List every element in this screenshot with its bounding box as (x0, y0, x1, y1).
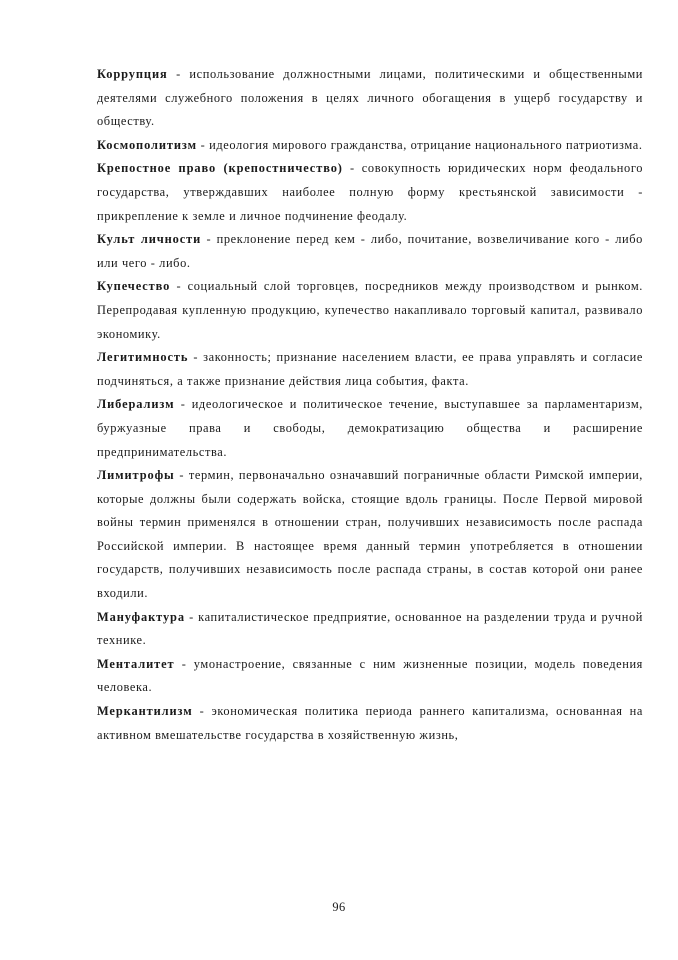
definition: - использование должностными лицами, политическими и общественными деятелями служебного положения в целях личного обогащения в ущерб государству и обществу. (97, 67, 643, 129)
definition: - экономическая политика периода раннего капитализма, основанная на активном вмешательстве государства в хозяйственную жизнь, (97, 704, 643, 742)
definition: - термин, первоначально означавший пограничные области Римской империи, которые должны были содержать войска, стоящие вдоль границы. После Первой мировой войны термин применялся в отношении стран, получивших независимость после распада Российской империи. В настоящее время данный термин употребляется в отношении государств, получивших независимость после распада страны, в состав которой они ранее входили. (97, 468, 643, 601)
term: Коррупция (97, 67, 168, 81)
definition: - социальный слой торговцев, посредников между производством и рынком. Перепродавая купленную продукцию, купечество накапливало торговый капитал, развивало экономику. (97, 279, 643, 341)
term: Лимитрофы (97, 468, 175, 483)
glossary-entry-kosmopolitizm (97, 134, 643, 158)
definition: - совокупность юридических норм феодального государства, утверждавших наиболее полную форму крестьянской зависимости - прикрепление к земле и личное подчинение феодалу. (97, 161, 643, 223)
glossary-entry-limitrofy (97, 464, 643, 606)
glossary-entry-kupechestvo (97, 275, 643, 346)
term: Космополитизм (97, 137, 197, 152)
glossary-entry-liberalizm (97, 393, 643, 464)
definition: - законность; признание населением власти, ее права управлять и согласие подчиняться, а также признание действия лица события, факта. (97, 350, 643, 388)
definition: - капиталистическое предприятие, основанное на разделении труда и ручной технике. (97, 609, 643, 648)
term: Купечество (97, 279, 171, 294)
document-body (97, 63, 643, 747)
term: Меркантилизм (97, 704, 193, 719)
term: Либерализм (97, 397, 175, 412)
term: Культ личности (97, 232, 202, 247)
definition: - умонастроение, связанные с ним жизненные позиции, модель поведения человека. (97, 656, 643, 695)
glossary-entry-manufaktura (97, 606, 643, 653)
glossary-entry-merkantilizm (97, 700, 643, 747)
glossary-entry-legitimnost (97, 346, 643, 393)
page-number: 96 (332, 900, 346, 914)
glossary-entry-krepostnoe-pravo (97, 157, 643, 228)
term: Менталитет (97, 656, 175, 671)
definition: - идеология мирового гражданства, отрицание национального патриотизма. (196, 137, 643, 152)
definition: - преклонение перед кем - либо, почитание, возвеличивание кого - либо или чего - либо. (97, 232, 643, 270)
glossary-entry-kult-lichnosti (97, 228, 643, 275)
term: Мануфактура (97, 609, 185, 624)
term: Крепостное право (крепостничество) (97, 161, 343, 176)
definition: - идеологическое и политическое течение, выступавшее за парламентаризм, буржуазные права и свободы, демократизацию общества и расширение предпринимательства. (97, 397, 643, 459)
glossary-entry-mentalitet (97, 653, 643, 700)
glossary-entry-korruptsiya (97, 63, 643, 134)
term: Легитимность (97, 350, 189, 365)
